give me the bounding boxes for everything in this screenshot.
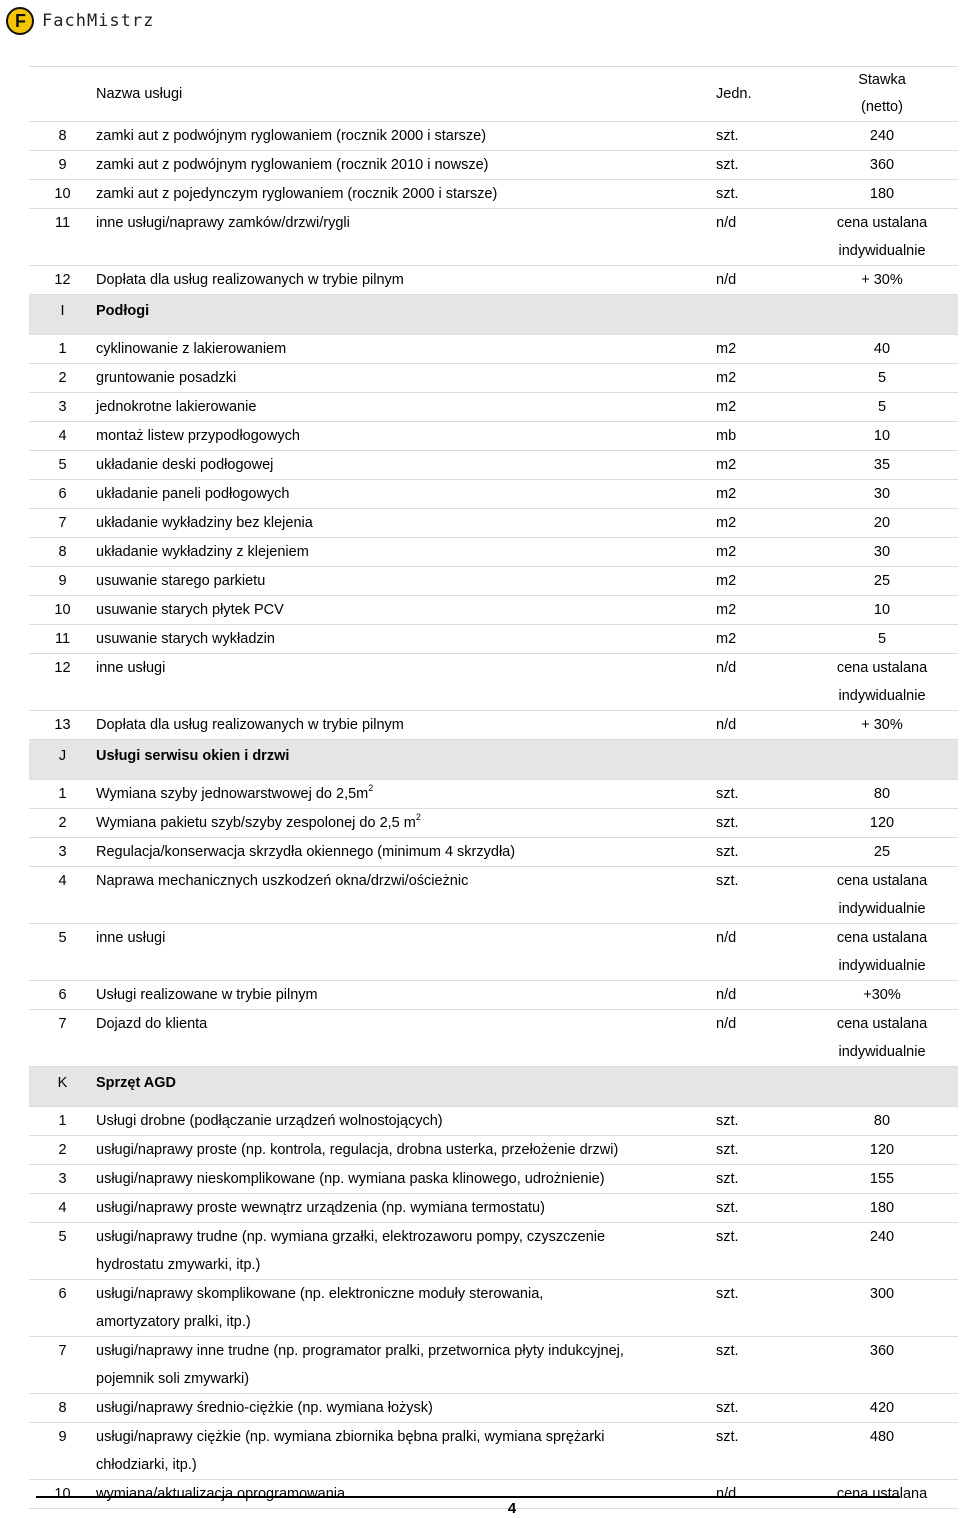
service-name	[96, 567, 716, 596]
rate-value-line2: indywidualnie	[838, 688, 926, 704]
row-number: 10	[29, 1480, 96, 1509]
unit: m2	[716, 364, 806, 393]
rate-value: 155	[869, 1171, 895, 1187]
logo	[6, 5, 154, 37]
service-name-text: układanie wykładziny bez klejenia	[96, 515, 313, 531]
service-name	[96, 1165, 716, 1194]
row-number: 7	[29, 1010, 96, 1067]
row-number: 8	[29, 538, 96, 567]
service-name-text: wymiana/aktualizacja oprogramowania	[96, 1486, 346, 1502]
service-name	[96, 364, 716, 393]
service-name	[96, 180, 716, 209]
row-number: 6	[29, 480, 96, 509]
unit: szt.	[716, 1165, 806, 1194]
rate	[806, 567, 958, 596]
row-number: 8	[29, 122, 96, 151]
row-number: 1	[29, 335, 96, 364]
unit: n/d	[716, 711, 806, 740]
rate-value: 5	[877, 370, 887, 386]
section-empty-rate	[806, 740, 958, 780]
row-number: 9	[29, 1423, 96, 1480]
table-row	[29, 151, 958, 180]
rate-value-line2: indywidualnie	[838, 1044, 926, 1060]
rate	[806, 596, 958, 625]
footer-rule	[36, 1496, 900, 1498]
service-name-text: układanie wykładziny z klejeniem	[96, 544, 309, 560]
row-number: 7	[29, 1337, 96, 1394]
rate	[806, 1136, 958, 1165]
rate	[806, 711, 958, 740]
unit: szt.	[716, 1337, 806, 1394]
service-name	[96, 266, 716, 295]
rate	[806, 1394, 958, 1423]
price-table	[29, 66, 958, 1509]
table-row	[29, 838, 958, 867]
row-number: 4	[29, 867, 96, 924]
service-name-line2: pojemnik soli zmywarki)	[96, 1371, 250, 1387]
service-name	[96, 1107, 716, 1136]
service-name-text: Wymiana szyby jednowarstwowej do 2,5m	[96, 786, 369, 802]
section-letter: I	[29, 295, 96, 335]
rate-value: 30	[873, 486, 891, 502]
service-name	[96, 780, 716, 809]
table-row	[29, 1010, 958, 1067]
section-title: Podłogi	[96, 295, 716, 335]
rate-value: 80	[873, 786, 891, 802]
service-name	[96, 924, 716, 981]
section-empty-unit	[716, 740, 806, 780]
service-name-text: montaż listew przypodłogowych	[96, 428, 300, 444]
unit: n/d	[716, 1480, 806, 1509]
table-row	[29, 1107, 958, 1136]
service-name-text: Naprawa mechanicznych uszkodzeń okna/drzwi/ościeżnic	[96, 873, 469, 889]
header-rate-line2: (netto)	[861, 99, 903, 115]
service-name-text: cyklinowanie z lakierowaniem	[96, 341, 287, 357]
unit: m2	[716, 480, 806, 509]
row-number: 6	[29, 1280, 96, 1337]
section-letter: K	[29, 1067, 96, 1107]
rate	[806, 509, 958, 538]
rate-value: cena ustalana	[836, 215, 928, 231]
unit: szt.	[716, 780, 806, 809]
table-row	[29, 1280, 958, 1337]
service-name	[96, 1280, 716, 1337]
table-row	[29, 335, 958, 364]
rate-value: 180	[869, 1200, 895, 1216]
rate-value: 420	[869, 1400, 895, 1416]
table-row	[29, 1423, 958, 1480]
rate	[806, 1194, 958, 1223]
service-name-text: usuwanie starych wykładzin	[96, 631, 275, 647]
unit: szt.	[716, 180, 806, 209]
rate	[806, 780, 958, 809]
table-row	[29, 451, 958, 480]
unit: szt.	[716, 1136, 806, 1165]
rate	[806, 393, 958, 422]
rate-value: 240	[869, 128, 895, 144]
service-name-text: gruntowanie posadzki	[96, 370, 237, 386]
table-row	[29, 209, 958, 266]
logo-icon: F	[6, 7, 34, 35]
unit: m2	[716, 451, 806, 480]
service-name	[96, 538, 716, 567]
logo-text: FachMistrz	[42, 11, 155, 31]
rate-value: + 30%	[861, 717, 903, 733]
rate	[806, 924, 958, 981]
rate-value: 40	[873, 341, 891, 357]
service-name	[96, 654, 716, 711]
service-name-text: usługi/naprawy trudne (np. wymiana grzałki, elektrozaworu pompy, czyszczenie	[96, 1229, 606, 1245]
page-number: 4	[507, 1500, 517, 1517]
row-number: 5	[29, 924, 96, 981]
section-empty-unit	[716, 1067, 806, 1107]
rate-value: 30	[873, 544, 891, 560]
rate	[806, 209, 958, 266]
rate	[806, 1107, 958, 1136]
rate-value: 25	[873, 844, 891, 860]
service-name-text: usuwanie starych płytek PCV	[96, 602, 284, 618]
section-row	[29, 740, 958, 780]
unit: szt.	[716, 838, 806, 867]
rate	[806, 335, 958, 364]
service-name	[96, 393, 716, 422]
header-name: Nazwa usługi	[96, 67, 716, 122]
row-number: 9	[29, 151, 96, 180]
row-number: 6	[29, 981, 96, 1010]
service-name-text: układanie deski podłogowej	[96, 457, 274, 473]
row-number: 5	[29, 1223, 96, 1280]
table-row	[29, 122, 958, 151]
section-empty-rate	[806, 1067, 958, 1107]
section-empty-unit	[716, 295, 806, 335]
table-row	[29, 867, 958, 924]
rate	[806, 1010, 958, 1067]
row-number: 11	[29, 209, 96, 266]
service-name	[96, 480, 716, 509]
service-name	[96, 596, 716, 625]
unit: szt.	[716, 1223, 806, 1280]
rate	[806, 1337, 958, 1394]
table-row	[29, 981, 958, 1010]
unit: n/d	[716, 981, 806, 1010]
row-number: 3	[29, 393, 96, 422]
superscript: 2	[368, 783, 374, 793]
unit: szt.	[716, 809, 806, 838]
service-name-text: Usługi realizowane w trybie pilnym	[96, 987, 318, 1003]
service-name-text: Regulacja/konserwacja skrzydła okiennego (minimum 4 skrzydła)	[96, 844, 516, 860]
rate	[806, 809, 958, 838]
unit: m2	[716, 335, 806, 364]
rate-value: cena ustalana	[836, 660, 928, 676]
unit: szt.	[716, 1280, 806, 1337]
section-row	[29, 295, 958, 335]
section-row	[29, 1067, 958, 1107]
unit: m2	[716, 538, 806, 567]
unit: mb	[716, 422, 806, 451]
rate-value: cena ustalana	[836, 1486, 928, 1502]
service-name-text: usługi/naprawy ciężkie (np. wymiana zbiornika bębna pralki, wymiana sprężarki	[96, 1429, 605, 1445]
unit: szt.	[716, 867, 806, 924]
service-name-text: Dopłata dla usług realizowanych w trybie pilnym	[96, 272, 404, 288]
rate-value: 25	[873, 573, 891, 589]
row-number: 13	[29, 711, 96, 740]
table-row	[29, 393, 958, 422]
rate-value: cena ustalana	[836, 930, 928, 946]
rate	[806, 625, 958, 654]
unit: szt.	[716, 122, 806, 151]
unit: m2	[716, 393, 806, 422]
row-number: 12	[29, 266, 96, 295]
service-name	[96, 1337, 716, 1394]
unit: n/d	[716, 209, 806, 266]
rate	[806, 180, 958, 209]
table-row	[29, 509, 958, 538]
table-row	[29, 654, 958, 711]
service-name-text: inne usługi	[96, 660, 166, 676]
unit: m2	[716, 509, 806, 538]
row-number: 11	[29, 625, 96, 654]
rate	[806, 266, 958, 295]
service-name-text: zamki aut z podwójnym ryglowaniem (rocznik 2000 i starsze)	[96, 128, 487, 144]
service-name-text: jednokrotne lakierowanie	[96, 399, 257, 415]
unit: szt.	[716, 1423, 806, 1480]
table-row	[29, 924, 958, 981]
service-name-text: usługi/naprawy średnio-ciężkie (np. wymiana łożysk)	[96, 1400, 433, 1416]
service-name	[96, 209, 716, 266]
row-number: 9	[29, 567, 96, 596]
service-name	[96, 1423, 716, 1480]
table-row	[29, 480, 958, 509]
row-number: 3	[29, 1165, 96, 1194]
rate-value: 240	[869, 1229, 895, 1245]
row-number: 2	[29, 809, 96, 838]
rate-value-line2: indywidualnie	[838, 243, 926, 259]
rate	[806, 1165, 958, 1194]
header-rate-line1: Stawka	[858, 72, 906, 88]
row-number: 4	[29, 1194, 96, 1223]
service-name	[96, 981, 716, 1010]
rate-value: 360	[869, 1343, 895, 1359]
section-letter: J	[29, 740, 96, 780]
service-name-text: inne usługi	[96, 930, 166, 946]
rate-value: 480	[869, 1429, 895, 1445]
row-number: 8	[29, 1394, 96, 1423]
header-unit: Jedn.	[716, 67, 806, 122]
rate-value: 5	[877, 631, 887, 647]
service-name	[96, 335, 716, 364]
row-number: 10	[29, 596, 96, 625]
header-num	[29, 67, 96, 122]
table-row	[29, 1136, 958, 1165]
unit: szt.	[716, 151, 806, 180]
rate-value: 300	[869, 1286, 895, 1302]
rate-value: 180	[869, 186, 895, 202]
rate-value-line2: indywidualnie	[838, 958, 926, 974]
unit: m2	[716, 625, 806, 654]
service-name	[96, 711, 716, 740]
rate	[806, 451, 958, 480]
service-name-text: inne usługi/naprawy zamków/drzwi/rygli	[96, 215, 350, 231]
rate-value: 120	[869, 815, 895, 831]
unit: m2	[716, 596, 806, 625]
rate-value: cena ustalana	[836, 1016, 928, 1032]
table-row	[29, 266, 958, 295]
service-name	[96, 422, 716, 451]
unit: szt.	[716, 1107, 806, 1136]
rate	[806, 538, 958, 567]
service-name-text: usuwanie starego parkietu	[96, 573, 266, 589]
service-name-text: Dojazd do klienta	[96, 1016, 208, 1032]
superscript: 2	[415, 812, 421, 822]
rate	[806, 867, 958, 924]
table-row	[29, 1394, 958, 1423]
rate	[806, 122, 958, 151]
rate-value: 5	[877, 399, 887, 415]
rate-value: 120	[869, 1142, 895, 1158]
service-name-text: usługi/naprawy inne trudne (np. programator pralki, przetwornica płyty indukcyjnej,	[96, 1343, 624, 1359]
row-number: 7	[29, 509, 96, 538]
unit: m2	[716, 567, 806, 596]
rate	[806, 422, 958, 451]
table-row	[29, 567, 958, 596]
service-name-text: Usługi drobne (podłączanie urządzeń wolnostojących)	[96, 1113, 443, 1129]
rate-value: 10	[873, 602, 891, 618]
service-name-text: Dopłata dla usług realizowanych w trybie pilnym	[96, 717, 404, 733]
table-row	[29, 538, 958, 567]
unit: szt.	[716, 1194, 806, 1223]
row-number: 4	[29, 422, 96, 451]
unit: n/d	[716, 654, 806, 711]
unit: n/d	[716, 266, 806, 295]
row-number: 3	[29, 838, 96, 867]
service-name-text: usługi/naprawy proste wewnątrz urządzenia (np. wymiana termostatu)	[96, 1200, 545, 1216]
row-number: 5	[29, 451, 96, 480]
service-name	[96, 1136, 716, 1165]
service-name-text: usługi/naprawy skomplikowane (np. elektroniczne moduły sterowania,	[96, 1286, 544, 1302]
section-title: Usługi serwisu okien i drzwi	[96, 740, 716, 780]
table-header	[29, 67, 958, 122]
rate-value-line2: indywidualnie	[838, 901, 926, 917]
service-name	[96, 838, 716, 867]
rate	[806, 151, 958, 180]
row-number: 1	[29, 780, 96, 809]
rate	[806, 654, 958, 711]
service-name-line2: hydrostatu zmywarki, itp.)	[96, 1257, 261, 1273]
table-row	[29, 1337, 958, 1394]
service-name	[96, 122, 716, 151]
table-row	[29, 422, 958, 451]
table-row	[29, 1165, 958, 1194]
table-row	[29, 1223, 958, 1280]
service-name-text: układanie paneli podłogowych	[96, 486, 290, 502]
unit: n/d	[716, 924, 806, 981]
rate-value: 35	[873, 457, 891, 473]
row-number: 12	[29, 654, 96, 711]
table-row	[29, 596, 958, 625]
service-name-text: usługi/naprawy nieskomplikowane (np. wymiana paska klinowego, udrożnienie)	[96, 1171, 605, 1187]
table-row	[29, 809, 958, 838]
rate-value: cena ustalana	[836, 873, 928, 889]
rate	[806, 1423, 958, 1480]
table-row	[29, 1194, 958, 1223]
rate-value: 20	[873, 515, 891, 531]
rate-value: 80	[873, 1113, 891, 1129]
row-number: 10	[29, 180, 96, 209]
section-empty-rate	[806, 295, 958, 335]
service-name	[96, 1194, 716, 1223]
rate-value: 10	[873, 428, 891, 444]
service-name	[96, 1223, 716, 1280]
rate	[806, 480, 958, 509]
rate	[806, 981, 958, 1010]
service-name-text: zamki aut z pojedynczym ryglowaniem (rocznik 2000 i starsze)	[96, 186, 498, 202]
table-row	[29, 364, 958, 393]
service-name-text: usługi/naprawy proste (np. kontrola, regulacja, drobna usterka, przełożenie drzwi)	[96, 1142, 619, 1158]
unit: szt.	[716, 1394, 806, 1423]
table-row	[29, 625, 958, 654]
service-name	[96, 451, 716, 480]
table-row	[29, 711, 958, 740]
row-number: 2	[29, 364, 96, 393]
service-name	[96, 625, 716, 654]
service-name	[96, 867, 716, 924]
service-name	[96, 509, 716, 538]
rate	[806, 1223, 958, 1280]
section-title: Sprzęt AGD	[96, 1067, 716, 1107]
service-name-line2: chłodziarki, itp.)	[96, 1457, 197, 1473]
service-name	[96, 1010, 716, 1067]
table-row	[29, 780, 958, 809]
service-name-text: zamki aut z podwójnym ryglowaniem (rocznik 2010 i nowsze)	[96, 157, 489, 173]
header-rate	[806, 67, 958, 122]
row-number: 1	[29, 1107, 96, 1136]
rate	[806, 1280, 958, 1337]
service-name	[96, 809, 716, 838]
service-name-line2: amortyzatory pralki, itp.)	[96, 1314, 251, 1330]
rate-value: + 30%	[861, 272, 903, 288]
unit: n/d	[716, 1010, 806, 1067]
rate	[806, 364, 958, 393]
service-name	[96, 1394, 716, 1423]
service-name	[96, 151, 716, 180]
row-number: 2	[29, 1136, 96, 1165]
rate-value: 360	[869, 157, 895, 173]
table-row	[29, 180, 958, 209]
rate-value: +30%	[863, 987, 901, 1003]
rate	[806, 838, 958, 867]
service-name-text: Wymiana pakietu szyb/szyby zespolonej do 2,5 m	[96, 815, 416, 831]
